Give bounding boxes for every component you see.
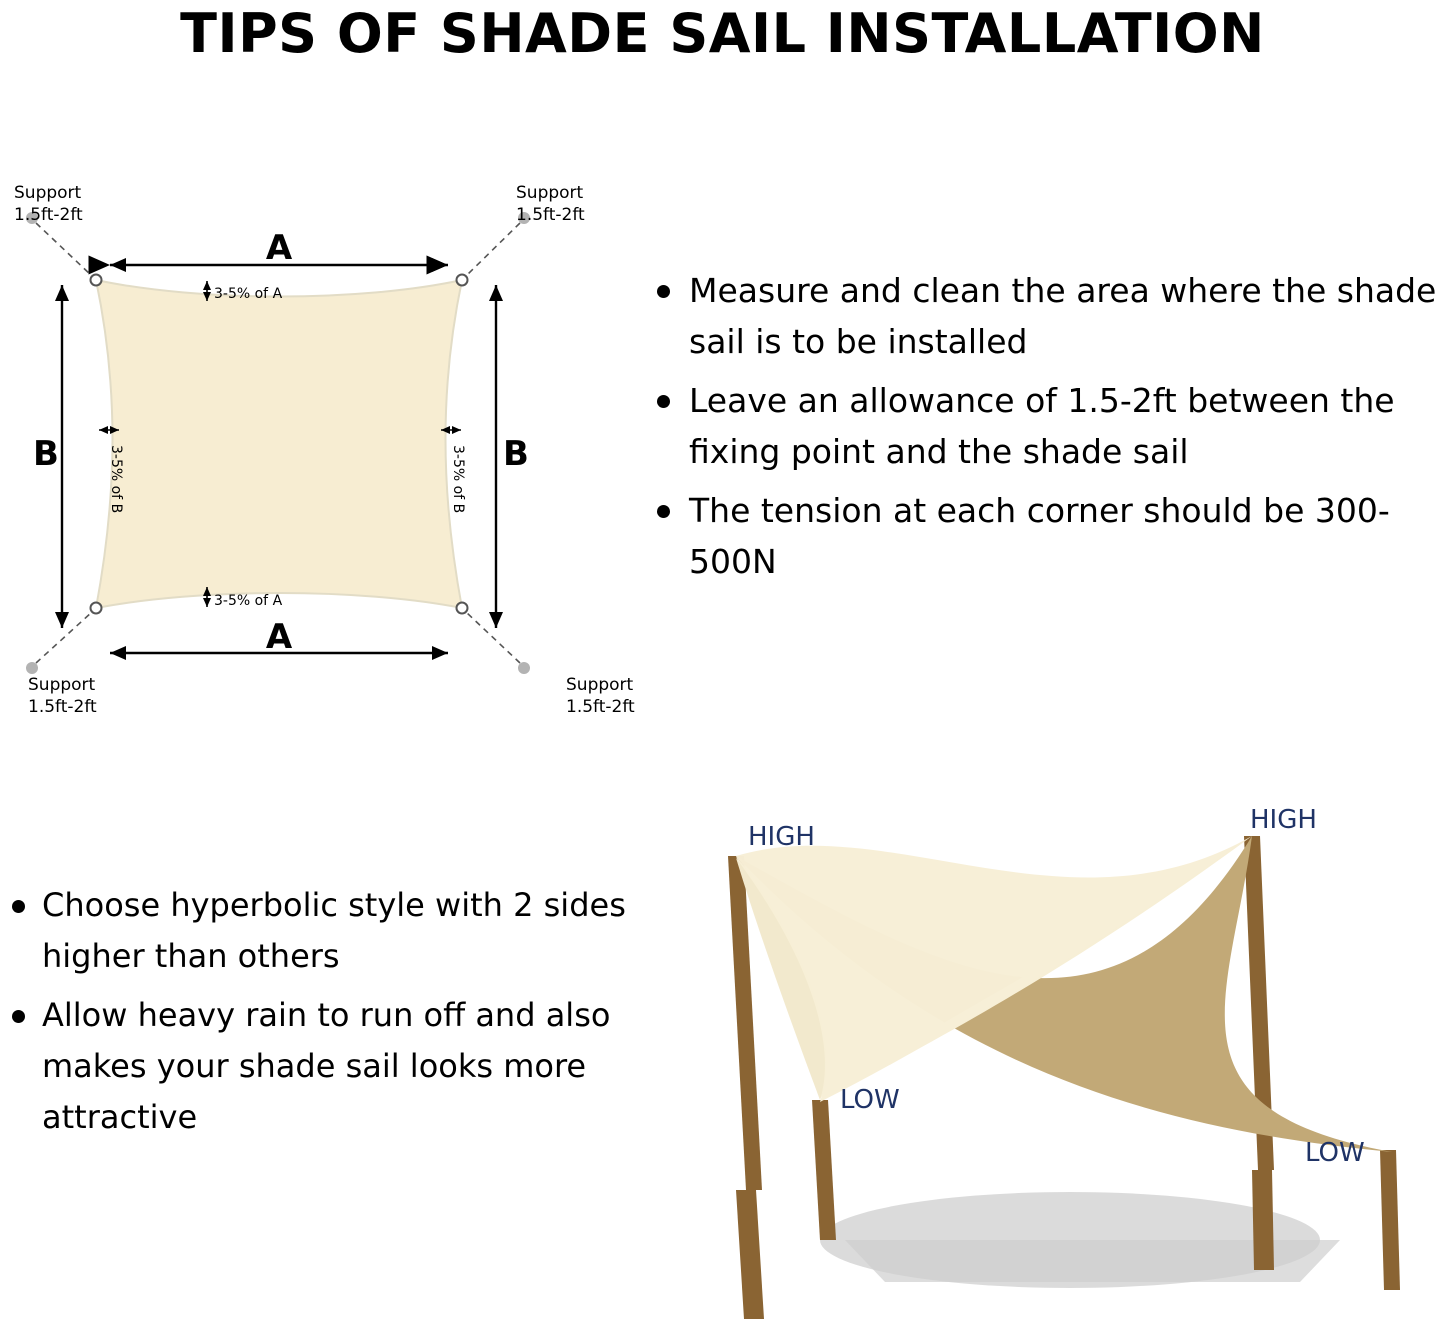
- label-high-left: HIGH: [748, 822, 815, 852]
- post-short-left: [812, 1100, 836, 1240]
- support-label-bl-line2: 1.5ft-2ft: [28, 697, 97, 717]
- label-top-curve: 3-5% of A: [214, 286, 283, 302]
- support-label-tl-line1: Support: [14, 183, 82, 203]
- label-bottom-A: A: [265, 617, 293, 657]
- label-right-B: B: [503, 434, 529, 474]
- support-label-tl-line2: 1.5ft-2ft: [14, 205, 83, 225]
- label-low-left: LOW: [840, 1085, 900, 1115]
- sail-shape: [96, 280, 462, 608]
- list-item: Allow heavy rain to run off and also makes your shade sail looks more attractive: [0, 990, 630, 1143]
- shade-sail-dimension-diagram: [0, 160, 660, 730]
- label-bottom-curve: 3-5% of A: [214, 593, 283, 609]
- list-item: The tension at each corner should be 300-500N: [645, 485, 1445, 587]
- label-left-curve: 3-5% of B: [108, 445, 124, 514]
- label-low-right: LOW: [1305, 1138, 1365, 1168]
- support-label-tr-line2: 1.5ft-2ft: [516, 205, 585, 225]
- support-label-bl-line1: Support: [28, 675, 96, 695]
- label-high-right: HIGH: [1250, 805, 1317, 835]
- tips-list-bottom: [0, 880, 630, 1151]
- label-left-B: B: [33, 434, 59, 474]
- tips-list-top: [645, 265, 1445, 595]
- support-label-tr-line1: Support: [516, 183, 584, 203]
- post-right-lower: [1252, 1170, 1274, 1270]
- list-item: Measure and clean the area where the shade sail is to be installed: [645, 265, 1445, 367]
- label-top-A: A: [265, 228, 293, 268]
- hyperbolic-sail-illustration: [640, 770, 1445, 1319]
- list-item: Choose hyperbolic style with 2 sides higher than others: [0, 880, 630, 982]
- support-label-br-line2: 1.5ft-2ft: [566, 697, 635, 717]
- post-front-left-lower: [736, 1190, 764, 1319]
- label-right-curve: 3-5% of B: [450, 445, 466, 514]
- list-item: Leave an allowance of 1.5-2ft between the fixing point and the shade sail: [645, 375, 1445, 477]
- page-title: TIPS OF SHADE SAIL INSTALLATION: [180, 2, 1265, 65]
- support-label-br-line1: Support: [566, 675, 634, 695]
- post-short-right: [1380, 1150, 1400, 1290]
